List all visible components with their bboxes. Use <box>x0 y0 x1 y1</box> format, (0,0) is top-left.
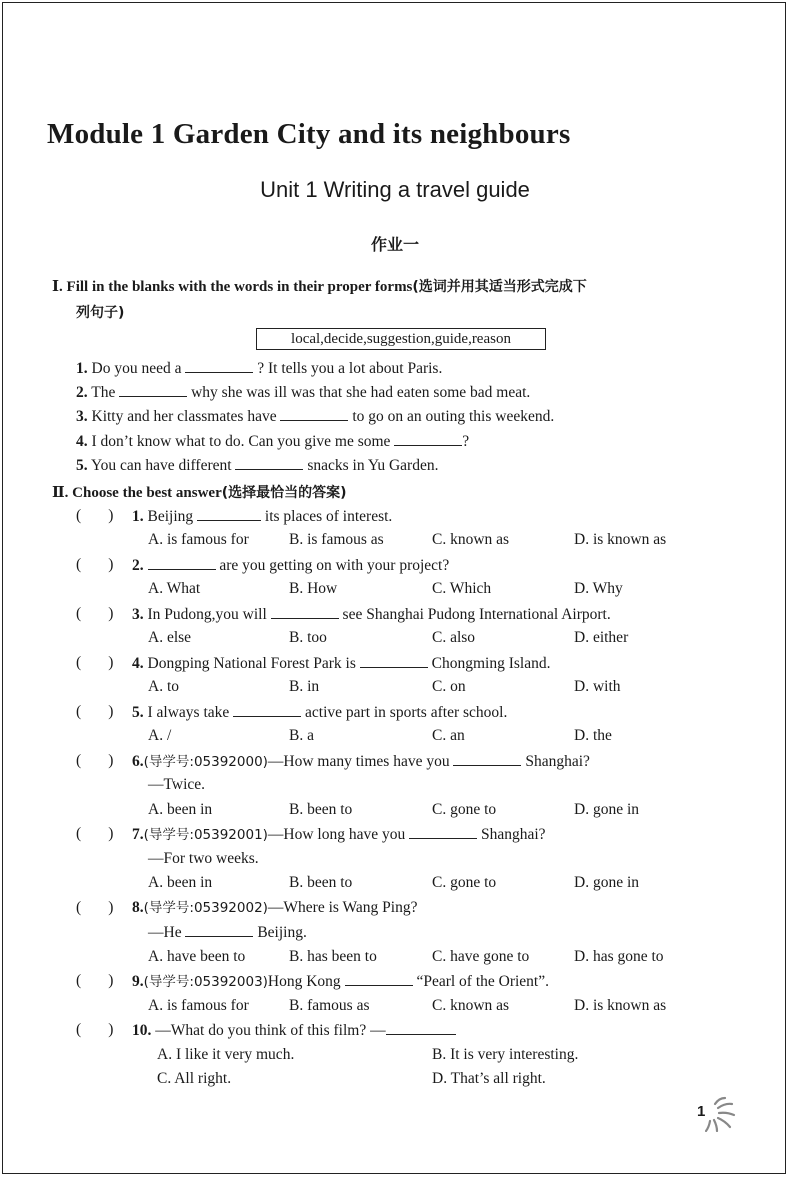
option-a[interactable]: A. is famous for <box>148 997 249 1014</box>
option-a[interactable]: A. What <box>148 580 201 597</box>
question-7: 7.(导学号:05392001)—How long have you Shanghai? <box>132 826 546 843</box>
option-a[interactable]: A. been in <box>148 874 213 891</box>
answer-paren[interactable]: ( ) <box>76 556 114 573</box>
answer-blank[interactable] <box>185 358 253 373</box>
question-6-reply: —Twice. <box>148 776 206 793</box>
answer-paren[interactable]: ( ) <box>76 899 114 916</box>
option-a[interactable]: A. to <box>148 678 179 695</box>
answer-blank[interactable] <box>394 431 462 446</box>
question-4: 4. Dongping National Forest Park is Chongming Island. <box>132 655 551 672</box>
option-c[interactable]: C. an <box>432 727 465 744</box>
option-d[interactable]: D. has gone to <box>574 948 664 965</box>
option-a[interactable]: A. have been to <box>148 948 246 965</box>
guide-number: (导学号:05392003) <box>143 974 268 990</box>
section1-roman: Ⅰ. <box>52 279 63 295</box>
option-b[interactable]: B. It is very interesting. <box>432 1046 579 1063</box>
answer-blank <box>453 751 521 766</box>
option-b[interactable]: B. been to <box>289 801 353 818</box>
section1-heading-en: Fill in the blanks with the words in their proper forms <box>66 279 413 295</box>
answer-paren[interactable]: ( ) <box>76 825 114 842</box>
option-d[interactable]: D. Why <box>574 580 623 597</box>
answer-paren[interactable]: ( ) <box>76 654 114 671</box>
question-8-reply: —He Beijing. <box>148 924 307 941</box>
section1-heading <box>52 276 587 296</box>
fill-item-1: 1. Do you need a ? It tells you a lot about Paris. <box>76 360 443 377</box>
question-1: 1. Beijing its places of interest. <box>132 508 393 525</box>
option-c[interactable]: C. gone to <box>432 874 497 891</box>
answer-paren[interactable]: ( ) <box>76 1021 114 1038</box>
answer-paren[interactable]: ( ) <box>76 605 114 622</box>
homework-title: 作业一 <box>370 235 419 254</box>
module-title: Module 1 Garden City and its neighbours <box>47 118 571 150</box>
option-b[interactable]: B. a <box>289 727 314 744</box>
section2-roman: Ⅱ. <box>52 485 69 501</box>
option-d[interactable]: D. gone in <box>574 874 640 891</box>
unit-title: Unit 1 Writing a travel guide <box>260 177 530 202</box>
option-c[interactable]: C. Which <box>432 580 492 597</box>
question-8: 8.(导学号:05392002)—Where is Wang Ping? <box>132 899 418 916</box>
answer-blank <box>409 824 477 839</box>
guide-number: (导学号:05392001) <box>143 827 268 843</box>
question-2: 2. are you getting on with your project? <box>132 557 450 574</box>
answer-blank <box>148 555 216 570</box>
option-a[interactable]: A. / <box>148 727 172 744</box>
answer-paren[interactable]: ( ) <box>76 752 114 769</box>
question-9: 9.(导学号:05392003)Hong Kong “Pearl of the Orient”. <box>132 973 549 990</box>
section1-heading-cn-cont: 列句子) <box>76 305 125 321</box>
answer-blank <box>360 653 428 668</box>
option-d[interactable]: D. is known as <box>574 531 667 548</box>
question-7-reply: —For two weeks. <box>148 850 259 867</box>
section2-heading-en: Choose the best answer <box>72 485 222 501</box>
section2-heading <box>52 482 347 502</box>
option-b[interactable]: B. is famous as <box>289 531 384 548</box>
fill-item-5: 5. You can have different snacks in Yu Garden. <box>76 457 439 474</box>
fill-item-3: 3. Kitty and her classmates have to go on an outing this weekend. <box>76 408 555 425</box>
question-3: 3. In Pudong,you will see Shanghai Pudong International Airport. <box>132 606 611 623</box>
option-c[interactable]: C. also <box>432 629 476 646</box>
question-5: 5. I always take active part in sports after school. <box>132 704 508 721</box>
option-b[interactable]: B. famous as <box>289 997 370 1014</box>
option-c[interactable]: C. known as <box>432 531 510 548</box>
answer-blank <box>271 604 339 619</box>
answer-paren[interactable]: ( ) <box>76 972 114 989</box>
option-d[interactable]: D. the <box>574 727 612 744</box>
option-d[interactable]: D. That’s all right. <box>432 1070 546 1087</box>
fill-item-2: 2. The why she was ill was that she had eaten some bad meat. <box>76 384 531 401</box>
option-c[interactable]: C. gone to <box>432 801 497 818</box>
section2-heading-cn: (选择最恰当的答案) <box>221 485 347 501</box>
option-a[interactable]: A. else <box>148 629 192 646</box>
option-c[interactable]: C. on <box>432 678 466 695</box>
word-box: local,decide,suggestion,guide,reason <box>256 328 546 350</box>
question-10: 10. —What do you think of this film? — <box>132 1020 456 1041</box>
burst-decoration-icon <box>705 1096 737 1132</box>
answer-blank <box>197 506 261 521</box>
answer-blank[interactable] <box>235 455 303 470</box>
option-c[interactable]: C. have gone to <box>432 948 530 965</box>
question-6: 6.(导学号:05392000)—How many times have you Shanghai? <box>132 753 590 770</box>
answer-blank[interactable] <box>280 406 348 421</box>
option-d[interactable]: D. is known as <box>574 997 667 1014</box>
page-number: 1 <box>697 1103 706 1120</box>
section1-heading-cn: (选词并用其适当形式完成下 <box>412 279 587 295</box>
option-b[interactable]: B. in <box>289 678 320 695</box>
answer-paren[interactable]: ( ) <box>76 703 114 720</box>
option-a[interactable]: A. been in <box>148 801 213 818</box>
answer-blank <box>185 922 253 937</box>
option-c[interactable]: C. known as <box>432 997 510 1014</box>
answer-blank <box>386 1020 456 1035</box>
option-d[interactable]: D. gone in <box>574 801 640 818</box>
option-b[interactable]: B. too <box>289 629 327 646</box>
guide-number: (导学号:05392002) <box>143 900 268 916</box>
fill-item-4: 4. I don’t know what to do. Can you give me some ? <box>76 433 470 450</box>
answer-paren[interactable]: ( ) <box>76 507 114 524</box>
option-a[interactable]: A. is famous for <box>148 531 249 548</box>
option-b[interactable]: B. How <box>289 580 338 597</box>
guide-number: (导学号:05392000) <box>143 754 268 770</box>
option-d[interactable]: D. either <box>574 629 629 646</box>
answer-blank <box>345 971 413 986</box>
option-b[interactable]: B. has been to <box>289 948 377 965</box>
option-c[interactable]: C. All right. <box>157 1070 232 1087</box>
answer-blank[interactable] <box>119 382 187 397</box>
option-a[interactable]: A. I like it very much. <box>157 1046 295 1063</box>
option-b[interactable]: B. been to <box>289 874 353 891</box>
answer-blank <box>233 702 301 717</box>
option-d[interactable]: D. with <box>574 678 621 695</box>
